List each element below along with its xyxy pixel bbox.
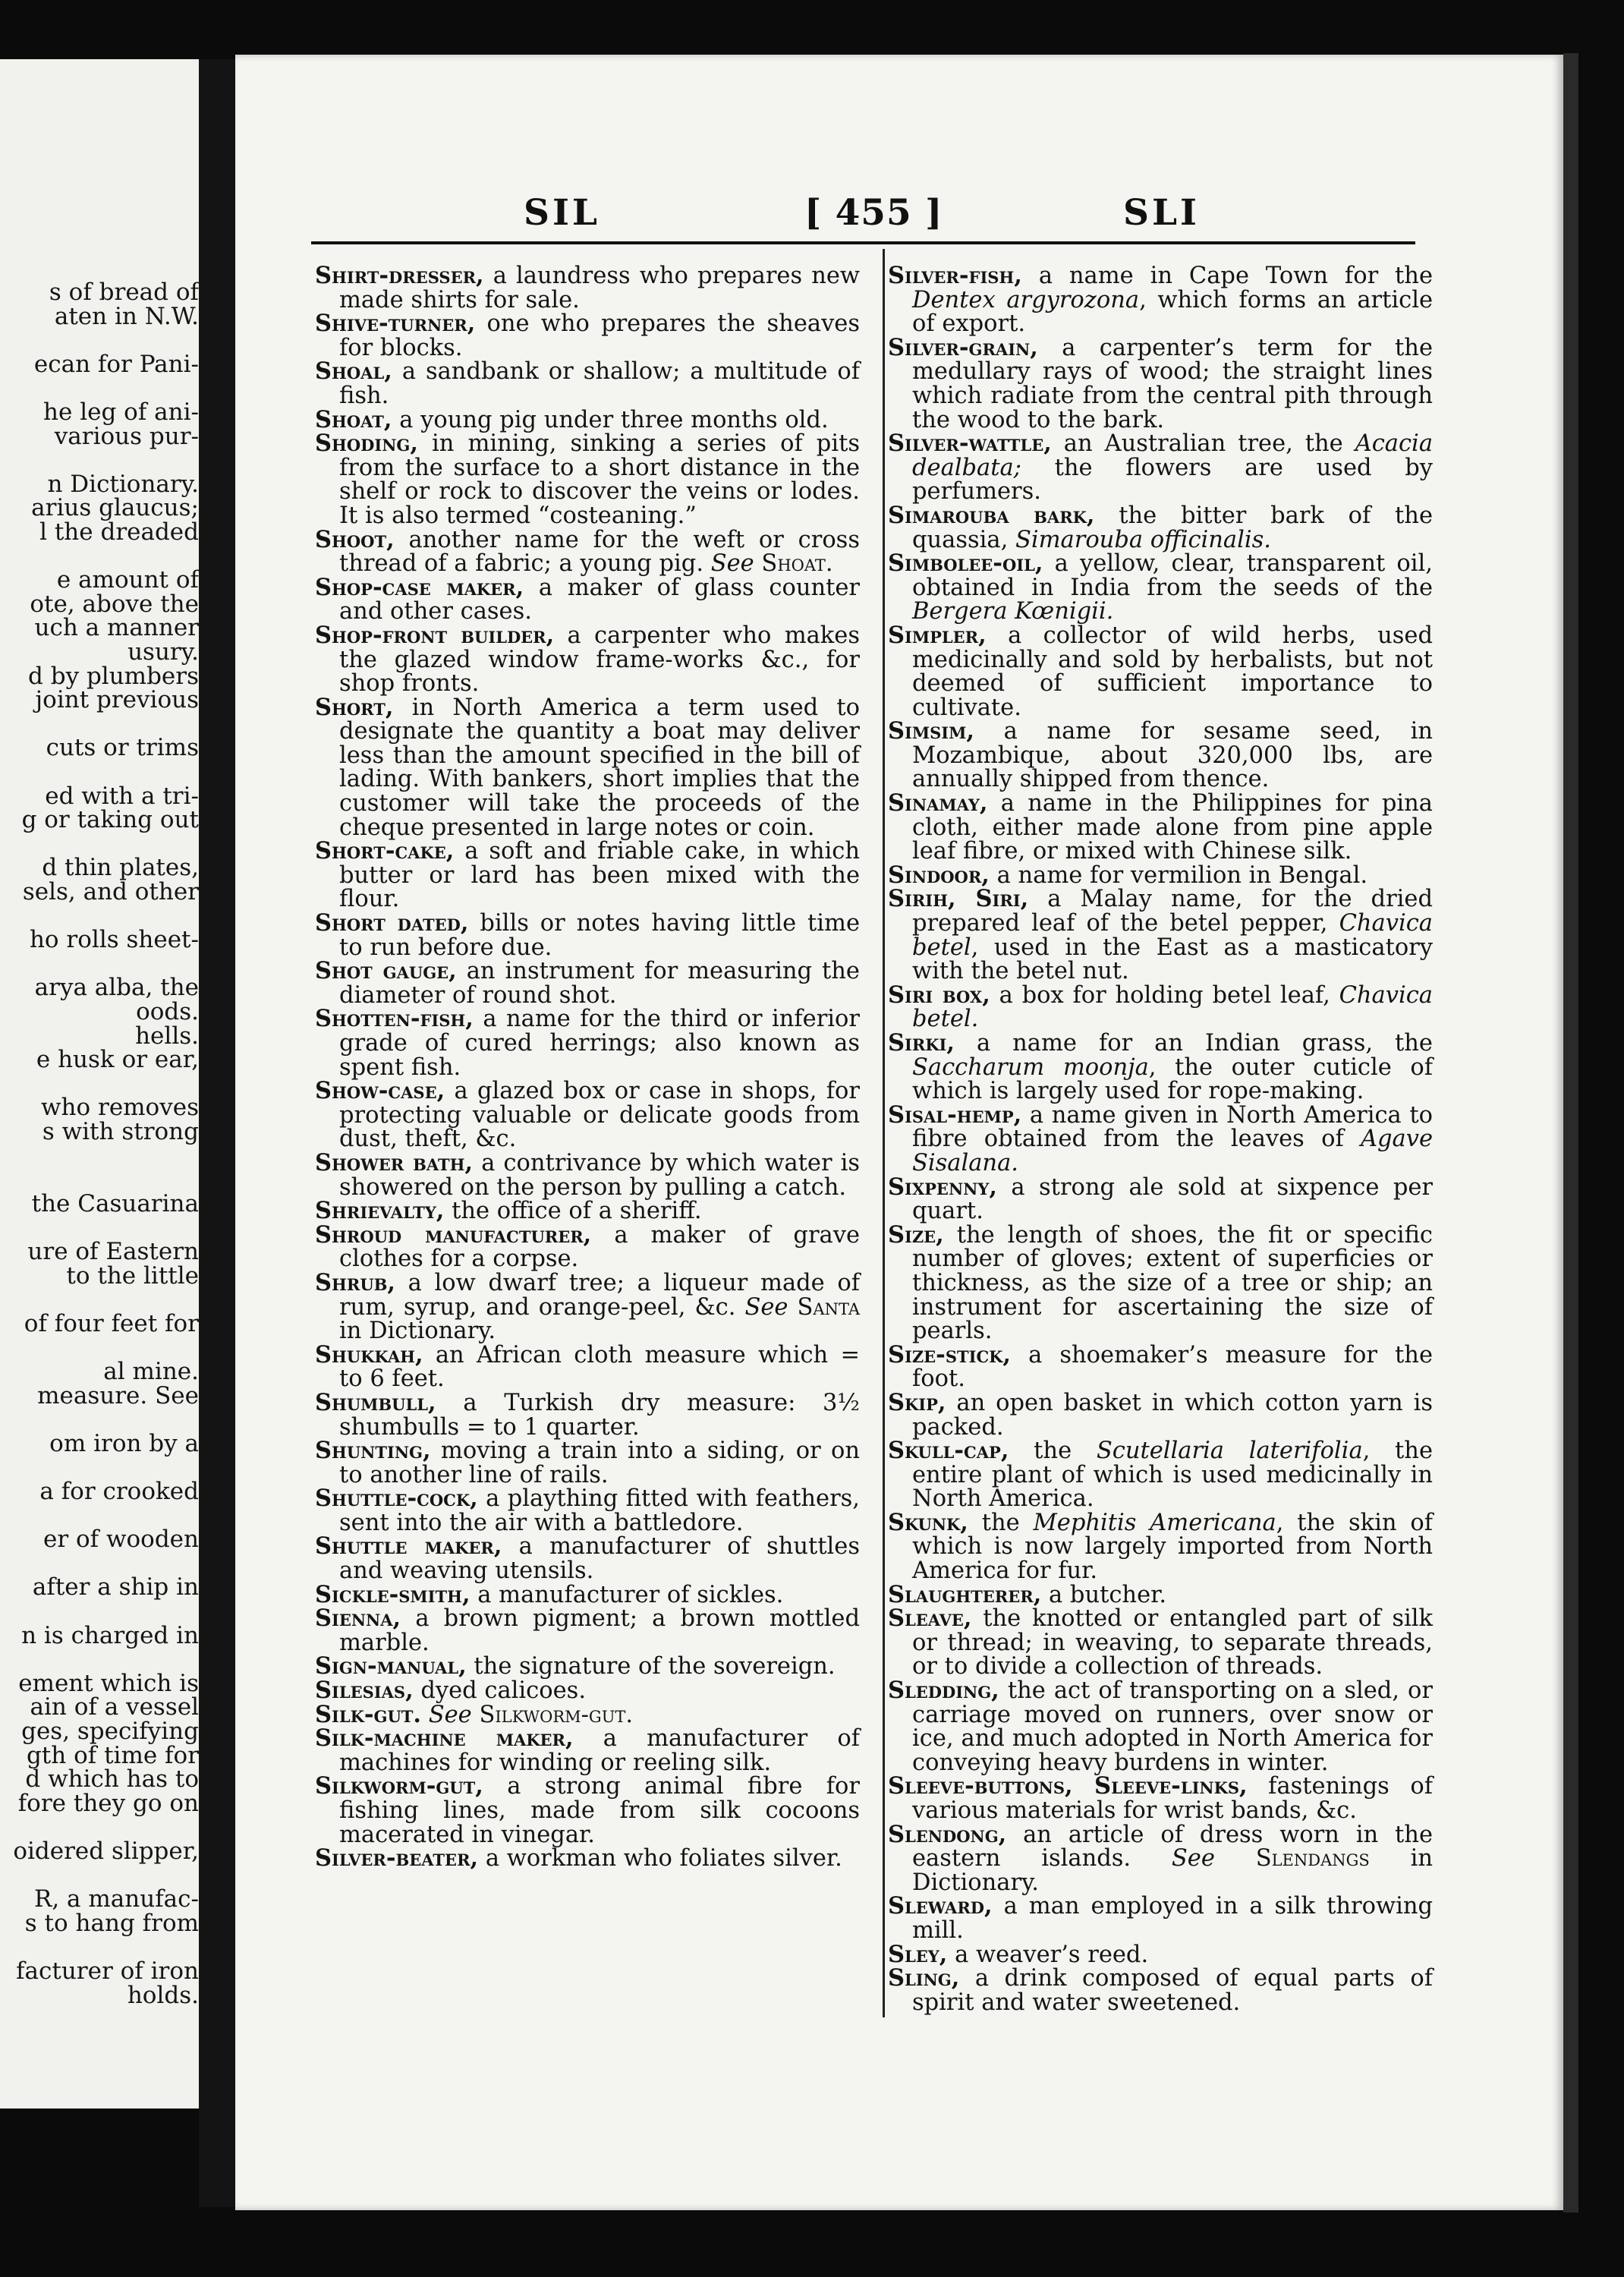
entry-crossref: Shoat. [761,550,833,578]
facing-page-line: holds. [127,1981,199,2009]
entry-definition: a box for holding betel leaf, [990,981,1339,1009]
entry-headword: Sirki, [888,1029,955,1057]
entry-headword: Silesias, [315,1677,414,1705]
entry-definition: in Dictionary. [912,1845,1433,1896]
entry-headword: Shuttle maker, [315,1532,502,1561]
entry-headword: Shotten-fish, [315,1005,474,1033]
entry-headword: Silk-gut. [315,1700,422,1728]
facing-page-line: s with strong [42,1118,199,1145]
entry-definition: a strong ale sold at sixpence per quart. [912,1173,1433,1225]
entry-definition: a shoemaker’s measure for the foot. [912,1341,1433,1393]
entry-definition: a maker of glass counter and other cases. [339,574,860,625]
facing-page-line: s of bread of [49,279,199,306]
entry-headword: Show-case, [315,1077,445,1105]
dictionary-entry [888,1220,1433,1345]
facing-page-line: g or taking out [21,806,199,834]
facing-page-line: ement which is [18,1669,199,1697]
facing-page-line [0,1863,199,1888]
entry-headword: Shoat, [315,405,392,433]
dictionary-entry [315,1679,860,1703]
entry-definition: dyed calicoes. [413,1677,587,1705]
dictionary-entry [315,1700,860,1728]
facing-page-line: aten in N.W. [54,302,199,330]
entry-definition: an African cloth measure which = to 6 feet. [339,1341,860,1393]
facing-page-line: n is charged in [21,1621,199,1649]
entry-headword: Shop-front builder, [315,621,555,649]
entry-definition: a manufacturer of shuttles and weaving utensils. [339,1533,860,1585]
entry-italic-text: See [744,1293,788,1321]
entry-italic-text: Dentex argyrozona [912,286,1140,313]
dictionary-entry [888,1940,1433,1968]
entry-headword: Shot gauge, [315,957,457,985]
page-number: [ 455 ] [804,192,943,234]
facing-page-line [0,1646,199,1672]
entry-definition: a manufacturer of sickles. [470,1581,784,1608]
entry-headword: Sign-manual, [315,1652,467,1680]
facing-page-line: the Casuarina [31,1189,199,1217]
entry-definition: the office of a sheriff. [444,1198,702,1225]
dictionary-entry [888,1031,1433,1104]
facing-page-line: various pur- [54,422,199,450]
entry-headword: Sledding, [888,1677,999,1705]
dictionary-entry [315,525,860,578]
dictionary-entry [315,1079,860,1151]
entry-crossref: Slendangs [1255,1845,1370,1872]
entry-headword: Sisal-hemp, [888,1101,1022,1129]
facing-page-line: d thin plates, [42,854,199,882]
entry-definition [754,550,762,577]
dictionary-entry [888,1607,1433,1679]
dictionary-entry [315,1199,860,1224]
entry-headword: Shrub, [315,1268,396,1296]
dictionary-entry [888,1340,1433,1393]
dictionary-entry [315,621,860,698]
entry-definition: the [968,1509,1034,1536]
dictionary-entry [315,405,860,433]
facing-page-line: ho rolls sheet- [29,926,199,954]
entry-headword: Siri box, [888,981,990,1009]
entry-headword: Shower bath, [315,1148,474,1176]
entry-definition: a young pig under three months old. [392,406,829,433]
entry-definition: a soft and friable cake, in which butter or lard has been mixed with the flour. [339,838,860,913]
dictionary-entry [888,1679,1433,1775]
facing-page-line [0,711,199,737]
column-divider [883,249,885,2017]
header-rule [311,241,1415,244]
dictionary-entry [315,1607,860,1655]
dictionary-entry [888,1820,1433,1896]
entry-definition: a maker of grave clothes for a corpse. [339,1221,860,1273]
facing-page-line [0,1143,199,1169]
facing-page-line: om iron by a [49,1429,199,1457]
entry-headword: Sleward, [888,1892,993,1920]
entry-definition: a drink composed of equal parts of spirit and water sweetened. [912,1965,1433,2016]
entry-headword: Short-cake, [315,837,455,865]
dictionary-entry [888,1964,1433,2016]
entry-headword: Slendong, [888,1820,1007,1848]
dictionary-entry [888,1101,1433,1176]
entry-headword: Sirih, Siri, [888,885,1029,913]
facing-page-line: ges, specifying [21,1718,199,1745]
dictionary-entry [888,501,1433,553]
facing-page-line: gth of time for [26,1741,199,1769]
entry-headword: Silk-machine maker, [315,1724,574,1753]
entry-italic-text: Simarouba officinalis. [1015,526,1271,553]
entry-headword: Slaughterer, [888,1580,1042,1608]
entry-definition: one who prepares the sheaves for blocks. [339,310,860,361]
facing-page-line [0,543,199,569]
entry-definition [1215,1845,1256,1872]
entry-definition: , the skin of which is now largely imported from North America for fur. [912,1509,1433,1585]
page-edge [1563,53,1578,2212]
facing-page-line: oidered slipper, [13,1838,199,1865]
dictionary-entry [315,1439,860,1487]
facing-page-line: ote, above the [30,590,199,618]
facing-page-line [0,327,199,353]
entry-definition: , the entire plant of which is used medicinally in North America. [912,1438,1433,1513]
dictionary-entry [315,1340,860,1393]
entry-headword: Shoot, [315,525,395,553]
facing-page-line: after a ship in [32,1573,199,1601]
column-right [888,264,1433,2014]
entry-definition: , which forms an article of export. [912,286,1433,338]
entry-definition: a manufacturer of machines for winding or reeling silk. [339,1725,860,1776]
entry-headword: Silkworm-gut, [315,1772,483,1800]
entry-definition: a sandbank or shallow; a multitude of fish. [339,358,860,409]
facing-page-line: e amount of [56,566,199,594]
entry-headword: Skunk, [888,1508,968,1536]
entry-definition: the knotted or entangled part of silk or thread; in weaving, to separate threads, or to divide a collection of threads. [912,1605,1433,1680]
dictionary-entry [315,264,860,312]
facing-page-line: l the dreaded [39,518,199,546]
entry-definition: a glazed box or case in shops, for protecting valuable or delicate goods from dust, theft, &c. [339,1078,860,1153]
entry-definition: in mining, sinking a series of pits from the surface to a short distance in the shelf or rock to discover the veins or lodes. It is also termed “costeaning.” [339,430,860,529]
entry-headword: Simsim, [888,717,974,745]
dictionary-entry [888,1173,1433,1225]
facing-page-line: usury. [127,638,199,666]
dictionary-entry [888,717,1433,793]
entry-headword: Sixpenny, [888,1173,997,1201]
dictionary-entry [315,312,860,360]
entry-headword: Shirt-dresser, [315,262,484,289]
facing-page-line [0,1287,199,1312]
dictionary-entry [888,1508,1433,1585]
dictionary-entry [888,861,1433,889]
dictionary-entry [888,1580,1433,1608]
dictionary-entry [315,1844,860,1872]
entry-headword: Silver-fish, [888,262,1022,289]
entry-definition: a name for sesame seed, in Mozambique, about 320,000 lbs, are annually shipped from thence. [912,718,1433,793]
entry-italic-text: See [428,1701,472,1728]
entry-definition: the flowers are used by perfumers. [912,454,1433,505]
facing-page-line [0,1814,199,1840]
entry-definition: the bitter bark of the quassia, [912,502,1433,553]
dictionary-entry [315,1772,860,1848]
entry-headword: Sindoor, [888,861,990,889]
entry-italic-text: Mephitis Americana [1033,1509,1276,1536]
facing-page-line [0,375,199,401]
entry-definition: a weaver’s reed. [947,1941,1149,1968]
entry-definition: a contrivance by which water is showered on the person by pulling a catch. [339,1149,860,1201]
dictionary-entry [315,839,860,912]
entry-definition: a plaything fitted with feathers, sent into the air with a battledore. [339,1485,860,1536]
dictionary-entry [315,1652,860,1680]
entry-definition: a name in the Philippines for pina cloth, either made alone from pine apple leaf fibre, or mixed with Chinese silk. [912,790,1433,865]
entry-crossref: Santa [797,1293,860,1321]
facing-page-line: e husk or ear, [36,1046,199,1074]
entry-italic-text: Acacia dealbata; [912,430,1433,481]
facing-page-line: ecan for Pani- [33,350,199,378]
dictionary-entry [888,1388,1433,1441]
facing-page-line: s to hang from [24,1909,199,1937]
entry-definition: a name for vermilion in Bengal. [989,861,1368,889]
entry-headword: Shive-turner, [315,310,476,338]
dictionary-entry [888,1894,1433,1942]
facing-page-line: arya alba, the [34,974,199,1002]
dictionary-entry [315,1268,860,1345]
dictionary-entry [888,264,1433,336]
entry-headword: Simarouba bark, [888,501,1095,529]
facing-page-line [0,903,199,929]
facing-page-line: uch a manner [34,614,199,642]
entry-headword: Shumbull, [315,1388,436,1416]
entry-headword: Silver-wattle, [888,430,1052,458]
dictionary-entry [888,887,1433,983]
dictionary-entry [888,981,1433,1033]
facing-page-line: R, a manufac- [34,1885,199,1913]
facing-page-line [0,1934,199,1960]
entry-italic-text: Scutellaria laterifolia [1096,1438,1363,1465]
entry-italic-text: Chavica betel. [912,981,1433,1033]
entry-definition: , used in the East as a masticatory with the betel nut. [912,934,1433,985]
facing-page-line: ed with a tri- [45,782,199,810]
entry-headword: Size, [888,1220,944,1249]
facing-page-line: d which has to [25,1765,199,1794]
dictionary-entry [315,1388,860,1441]
entry-definition: a butcher. [1041,1581,1167,1608]
facing-page-line [0,1214,199,1240]
entry-definition: bills or notes having little time to run before due. [339,910,861,961]
entry-headword: Shuttle-cock, [315,1485,478,1513]
facing-page-line [0,1454,199,1480]
dictionary-entry [888,432,1433,504]
entry-definition: an Australian tree, the [1051,430,1355,458]
facing-page-line: ain of a vessel [30,1693,199,1721]
entry-definition: a strong animal fibre for fishing lines, made from silk cocoons macerated in vinegar. [339,1773,860,1848]
facing-page-line [0,1551,199,1576]
entry-headword: Size-stick, [888,1340,1012,1368]
entry-definition: a workman who foliates silver. [478,1845,842,1872]
facing-page-line: er of wooden [42,1526,199,1554]
dictionary-entry [888,789,1433,865]
facing-page-line: d by plumbers [28,662,199,690]
entry-headword: Silver-grain, [888,333,1038,361]
entry-headword: Sleeve-buttons, Sleeve-links, [888,1772,1248,1800]
entry-headword: Silver-beater, [315,1844,479,1872]
entry-definition: a Turkish dry measure: 3½ shumbulls = to 1 quarter. [339,1389,860,1441]
guide-word-right: SLI [1123,192,1200,234]
entry-definition: , the outer cuticle of which is largely used for rope-making. [912,1053,1434,1105]
entry-definition: a laundress who prepares new made shirts for sale. [339,263,860,313]
entry-headword: Shrievalty, [315,1197,445,1225]
entry-definition: a name for the third or inferior grade of cured herrings; also known as spent fish. [339,1006,860,1081]
entry-definition [788,1294,797,1321]
entry-definition: an article of dress worn in the eastern islands. [912,1821,1433,1872]
entry-headword: Simpler, [888,621,987,649]
entry-headword: Skull-cap, [888,1437,1009,1465]
facing-page-left [0,59,199,2109]
entry-headword: Simbolee-oil, [888,550,1043,578]
entry-definition: an instrument for measuring the diameter of round shot. [339,958,860,1009]
entry-headword: Short dated, [315,909,469,937]
dictionary-entry [315,1580,860,1608]
dictionary-entry [315,357,860,409]
dictionary-entry [888,333,1433,433]
entry-headword: Short, [315,693,394,721]
dictionary-entry [315,959,860,1007]
entry-definition: in Dictionary. [339,1318,496,1345]
facing-page-line: fore they go on [17,1789,199,1817]
entry-headword: Shunting, [315,1437,431,1465]
facing-page-line: oods. [136,998,199,1025]
facing-page-line: he leg of ani- [43,398,199,426]
facing-page-line [0,1406,199,1432]
dictionary-entry [315,1724,860,1776]
facing-page-line [0,951,199,977]
entry-definition: another name for the weft or cross thread of a fabric; a young pig. [339,526,860,578]
facing-page-line: to the little [66,1261,199,1290]
facing-page-line: a for crooked [39,1478,199,1505]
entry-definition: a brown pigment; a brown mottled marble. [339,1605,860,1656]
entry-headword: Sinamay, [888,789,988,817]
entry-definition: an open basket in which cotton yarn is packed. [912,1389,1433,1441]
dictionary-entry [315,1532,860,1585]
dictionary-entry [315,1148,860,1201]
facing-page-line [0,1167,199,1192]
entry-definition: moving a train into a siding, or on to another line of rails. [339,1438,860,1488]
facing-page-line: arius glaucus; [31,494,199,522]
facing-page-line: cuts or trims [46,734,199,762]
entry-headword: Shop-case maker, [315,573,524,601]
dictionary-entry [888,1439,1433,1511]
column-left [315,264,860,1871]
facing-page-line: joint previous [35,686,199,714]
entry-definition: a name for an Indian grass, the [955,1030,1433,1057]
dictionary-entry [315,909,861,961]
entry-crossref: Silkworm-gut. [479,1701,634,1728]
entry-headword: Shukkah, [315,1340,423,1368]
entry-italic-text: See [710,550,754,578]
entry-headword: Sickle-smith, [315,1580,471,1608]
entry-headword: Sley, [888,1940,948,1968]
facing-page-line [0,831,199,857]
dictionary-entry [315,1007,860,1079]
entry-italic-text: Saccharum moonja [912,1053,1149,1081]
entry-definition: a name in Cape Town for the [1021,263,1433,289]
entry-headword: Shoal, [315,357,392,386]
facing-page-line [0,447,199,473]
facing-page-line [0,1598,199,1624]
dictionary-entry [315,432,860,528]
entry-definition: a name given in North America to fibre obtained from the leaves of [912,1101,1433,1153]
dictionary-entry [315,573,860,625]
entry-definition: a low dwarf tree; a liqueur made of rum, syrup, and orange-peel, &c. [339,1269,860,1321]
facing-page-line [0,759,199,785]
entry-headword: Shoding, [315,430,418,458]
guide-word-left: SIL [524,192,600,234]
entry-definition: the act of transporting on a sled, or carriage moved on runners, over snow or ice, and much adopted in North America for conveying heavy burdens in winter. [912,1677,1433,1776]
facing-page-line: of four feet for [24,1309,199,1337]
entry-headword: Shroud manufacturer, [315,1220,592,1249]
dictionary-entry [315,693,860,841]
facing-page-line: facturer of iron [16,1957,199,1985]
entry-definition: a Malay name, for the dried prepared leaf of the betel pepper, [912,886,1433,937]
entry-headword: Sling, [888,1964,960,1992]
entry-definition: in North America a term used to designate the quantity a boat may deliver less than the amount specified in the bill of lading. With bankers, short implies that the customer will take the proceeds of the cheque presented in large notes or coin. [339,694,860,841]
facing-page-line: n Dictionary. [47,470,199,498]
facing-page-line [0,1071,199,1097]
entry-definition: a carpenter who makes the glazed window frame-works &c., for shop fronts. [339,622,860,698]
entry-definition: the [1009,1438,1097,1465]
entry-italic-text: Chavica betel [912,910,1433,961]
entry-italic-text: See [1171,1845,1215,1872]
dictionary-entry [888,1772,1433,1824]
entry-definition: a collector of wild herbs, used medicinally and sold by herbalists, but not deemed of sufficient importance to cultivate. [912,622,1433,721]
entry-headword: Sleave, [888,1605,972,1633]
facing-page-line: al mine. [103,1358,199,1385]
facing-page-line: sels, and other [22,878,199,905]
facing-page-line: hells. [135,1022,199,1050]
facing-page-line: ure of Eastern [27,1238,199,1265]
entry-headword: Sienna, [315,1605,401,1633]
dictionary-entry [888,552,1433,624]
facing-page-line: who removes [40,1094,199,1122]
dictionary-entry [888,621,1433,721]
entry-definition: fastenings of various materials for wrist bands, &c. [912,1773,1433,1824]
entry-headword: Skip, [888,1388,946,1416]
entry-definition: the signature of the sovereign. [466,1653,836,1680]
dictionary-entry [315,1220,860,1273]
entry-definition: a man employed in a silk throwing mill. [912,1893,1433,1944]
facing-page-line [0,1503,199,1529]
facing-page-line: measure. See [37,1381,199,1409]
entry-definition: a carpenter’s term for the medullary rays of wood; the straight lines which radiate from the central pith through the wood to the bark. [912,334,1433,433]
entry-definition: the length of shoes, the fit or specific number of gloves; extent of superficies or thickness, as the size of a tree or ship; an instrument for ascertaining the size of pearls. [912,1221,1433,1345]
entry-definition: a yellow, clear, transparent oil, obtained in India from the seeds of the [912,550,1433,601]
entry-italic-text: Agave Sisalana. [912,1126,1433,1176]
entry-italic-text: Bergera Kœnigii. [912,598,1114,625]
dictionary-entry [315,1487,860,1535]
facing-page-line [0,1334,199,1360]
